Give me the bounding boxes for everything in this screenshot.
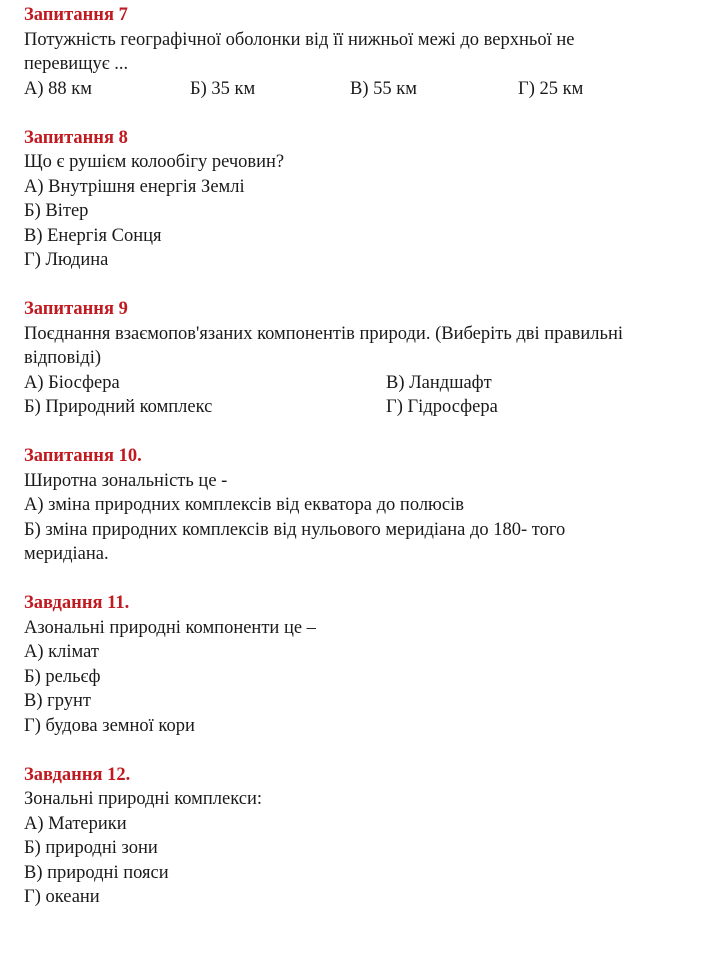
answer-option-a: А) Материки <box>24 813 127 834</box>
answer-option-a: А) клімат <box>24 642 99 662</box>
answer-option-b: Б) природні зони <box>24 838 158 858</box>
answer-option-d: Г) Гідросфера <box>386 397 498 417</box>
answer-option-c: В) 55 км <box>350 78 417 99</box>
question-text: перевищує ... <box>24 54 129 74</box>
question-text: Потужність географічної оболонки від її нижньої межі до верхньої не <box>24 29 575 50</box>
question-title: Запитання 7 <box>24 5 128 25</box>
answer-option-b: Б) 35 км <box>190 78 256 99</box>
answer-row <box>24 371 700 396</box>
answer-option-a: А) 88 км <box>24 78 92 99</box>
task-11 <box>24 591 700 738</box>
question-title: Завдання 12. <box>24 764 131 785</box>
answer-option-c: В) Ландшафт <box>386 372 492 393</box>
answer-option-b: Б) Вітер <box>24 201 89 221</box>
question-7 <box>24 3 700 101</box>
answer-option-b: Б) рельєф <box>24 666 101 687</box>
question-text: Що є рушієм колообігу речовин? <box>24 152 285 172</box>
question-text: Азональні природні компоненти це – <box>24 617 316 638</box>
answer-option-b: Б) Природний комплекс <box>24 397 213 417</box>
answer-option-a: А) Біосфера <box>24 372 120 393</box>
question-title: Запитання 10. <box>24 446 142 466</box>
answer-option-d: Г) океани <box>24 887 100 907</box>
question-title: Запитання 8 <box>24 127 128 148</box>
question-10 <box>24 444 700 567</box>
question-text: Широтна зональність це - <box>24 470 228 491</box>
answer-option-d: Г) будова земної кори <box>24 715 195 736</box>
answer-option-d: Г) Людина <box>24 250 109 270</box>
question-text: Зональні природні комплекси: <box>24 789 262 809</box>
question-title: Завдання 11. <box>24 593 130 613</box>
question-8 <box>24 126 700 273</box>
answer-option-b: Б) зміна природних комплексів від нульового меридіана до 180- того <box>24 519 566 540</box>
answer-option-c: В) грунт <box>24 691 91 711</box>
answer-option-a: А) Внутрішня енергія Землі <box>24 176 245 197</box>
answer-row <box>24 395 700 420</box>
task-12 <box>24 763 700 910</box>
answer-option-b-continued: меридіана. <box>24 544 109 564</box>
answer-options <box>24 77 700 102</box>
answer-option-a: А) зміна природних комплексів від екватора до полюсів <box>24 495 464 515</box>
question-title: Запитання 9 <box>24 299 128 319</box>
question-text: відповіді) <box>24 348 102 368</box>
quiz-page <box>24 3 700 910</box>
answer-option-c: В) Енергія Сонця <box>24 225 162 246</box>
question-9 <box>24 297 700 420</box>
question-text: Поєднання взаємопов'язаних компонентів природи. (Виберіть дві правильні <box>24 323 624 344</box>
answer-option-d: Г) 25 км <box>518 78 584 99</box>
answer-option-c: В) природні пояси <box>24 862 169 883</box>
